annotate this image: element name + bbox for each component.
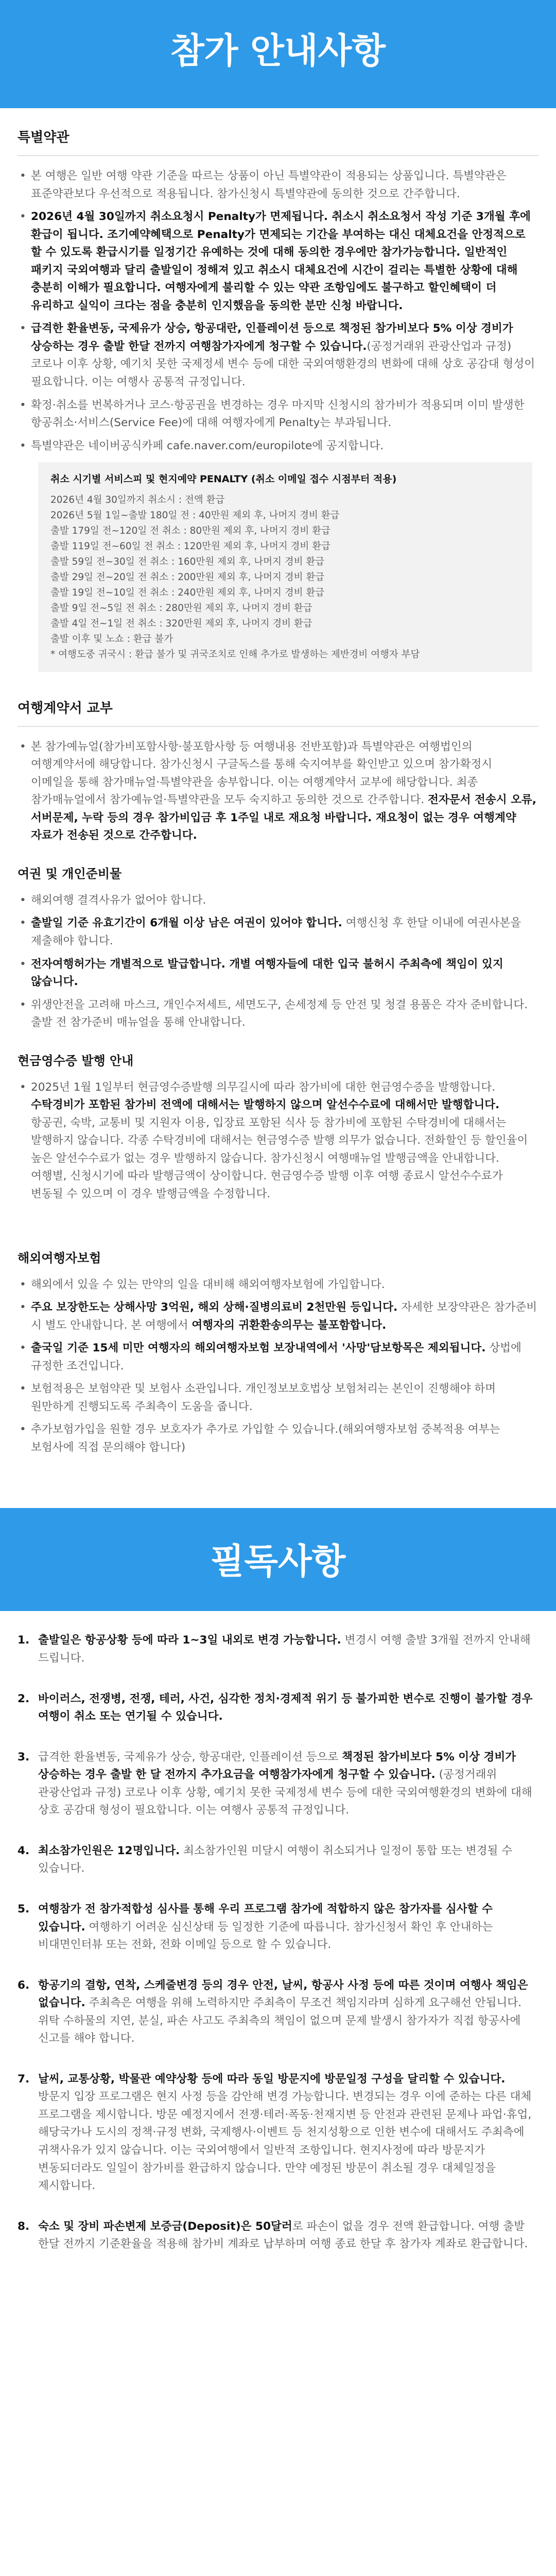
item-text: 급격한 환율변동, 국제유가 상승, 항공대란, 인플레이션 등으로 <box>38 1750 342 1764</box>
list-item <box>18 397 538 432</box>
item-text: 변경시 여행 출발 3개월 전까지 안내해 드립니다. <box>38 1634 531 1665</box>
item-number: 3. <box>18 1750 30 1764</box>
item-text-bold: 수탁경비가 포함된 참가비 전액에 대해서는 발행하지 않으며 알선수수료에 대해서만 발행합니다. <box>31 1098 500 1112</box>
item-text-bold: 전자문서 전송시 오류, 서버문제, 누락 등의 경우 참가비입금 후 1주일 내로 재요청 바랍니다. 재요청이 없는 경우 여행계약 자료가 전송된 것으로 간주합니다. <box>31 793 536 842</box>
item-number: 6. <box>18 1978 30 1992</box>
list-item <box>18 892 538 910</box>
item-text: 해외여행 결격사유가 없어야 합니다. <box>31 893 206 907</box>
list-item <box>18 914 538 950</box>
item-text-bold: 출국일 기준 15세 미만 여행자의 해외여행자보험 보장내역에서 '사망'담보항목은 제외됩니다. <box>31 1342 486 1355</box>
item-text-bold: 주요 보장한도는 상해사망 3억원, 해외 상해·질병의료비 2천만원 등입니다. <box>31 1301 398 1314</box>
list-item <box>18 1079 538 1204</box>
passport-list <box>18 892 538 1032</box>
item-text-bold: 급격한 환율변동, 국제유가 상승, 항공대란, 인플레이션 등으로 책정된 참가비보다 5% 이상 경비가 상승하는 경우 출발 한달 전까지 여행참가자에게 청구할 수 있습니다. <box>31 322 513 353</box>
item-text: (공정거래위 관광산업과 규정) 코로나 이후 상황, 예기치 못한 국제정세 변수 등에 대한 국외여행환경의 변화에 대해 상호 공감대 형성이 필요합니다. 이는 여행사 공통적 규정입니다. <box>38 1768 532 1817</box>
item-text: 특별약관은 네이버공식카페 cafe.naver.com/europilote에 공지합니다. <box>31 439 384 452</box>
list-item <box>18 2071 538 2195</box>
contract-list <box>18 738 538 845</box>
section-special-terms <box>0 108 556 1456</box>
item-text-bold: 여행자의 귀환환송의무는 불포함합니다. <box>192 1318 387 1332</box>
list-item <box>18 1901 538 1954</box>
must-read-title: 필독사항 <box>210 1541 346 1583</box>
insurance-list <box>18 1276 538 1457</box>
item-text: 상법에 규정한 조건입니다. <box>31 1342 522 1372</box>
penalty-line: 출발 59일 전~30일 전 취소 : 160만원 제외 후, 나머지 경비 환급 <box>50 556 325 567</box>
section-title: 여권 및 개인준비물 <box>18 866 122 881</box>
item-text-bold: 항공기의 결항, 연착, 스케줄변경 등의 경우 안전, 날씨, 항공사 사정 등에 따른 것이며 여행사 책임은 없습니다. <box>38 1978 528 2010</box>
list-item <box>18 437 538 455</box>
item-text: 여행신청 후 한달 이내에 여권사본을 제출해야 합니다. <box>31 917 522 947</box>
list-item <box>18 1632 538 1667</box>
item-text: 방문지 입장 프로그램은 현지 사정 등을 감안해 변경 가능합니다. 변경되는 경우 이에 준하는 다른 대체 프로그램을 제시합니다. 방문 예정지에서 전쟁·테러·폭동·천재지변 등 안전과 관련된 문제나 파업·휴업, 해당국가나 도시의 정책·규정 변화, 국제행사·이벤트 등 천지성황으로 인한 변수에 대해서도 주최측에 귀책사유가 있지 않습니다. 이는 국외여행에서 일반적 조항입니다. 현지사정에 따라 방문지가 변동되더라도 일일이 참가비를 환급하지 않습니다. 만약 예정된 방문이 취소될 경우 대체일정을 제시합니다. <box>38 2090 532 2193</box>
penalty-line: 2026년 4월 30일까지 취소시 : 전액 환급 <box>50 494 225 505</box>
must-read-banner <box>0 1508 556 1611</box>
item-text: 확정·취소를 번복하거나 코스·항공권을 변경하는 경우 마지막 신청시의 참가비가 적용되며 이미 발생한 항공취소·서비스(Service Fee)에 대해 여행자에게 Penalty는 부과됩니다. <box>31 398 525 430</box>
list-item <box>18 1380 538 1416</box>
list-item <box>18 1690 538 1726</box>
section-title: 현금영수증 발행 안내 <box>18 1053 134 1068</box>
item-number: 8. <box>18 2219 30 2233</box>
item-text-bold: 숙소 및 장비 파손변제 보증금(Deposit)은 50달러 <box>38 2219 292 2233</box>
item-text: 자세한 보장약관은 참가준비 시 별도 안내합니다. 본 여행에서 <box>31 1301 537 1332</box>
penalty-line: 출발 119일 전~60일 전 취소 : 120만원 제외 후, 나머지 경비 환급 <box>50 540 331 552</box>
section-title: 해외여행자보험 <box>18 1250 101 1265</box>
penalty-line: 출발 179일 전~120일 전 취소 : 80만원 제외 후, 나머지 경비 환급 <box>50 525 331 536</box>
item-text-bold: 출발일은 항공상황 등에 따라 1~3일 내외로 변경 가능합니다. <box>38 1634 341 1647</box>
item-text: 보험적용은 보험약관 및 보험사 소관입니다. 개인정보보호법상 보험처리는 본인이 진행해야 하며 원만하게 진행되도록 주최측이 도움을 줍니다. <box>31 1382 496 1413</box>
item-text-bold: 2026년 4월 30일까지 취소요청시 Penalty가 면제됩니다. 취소시 취소요청서 작성 기준 3개월 후에 환급이 됩니다. 조기예약혜택으로 Penalty가 면제되는 기간을 부여하는 대신 대체요건을 안정적으로 할 수 있도록 환급시기를 일정기간 유예하는 것에 대해 동의한 경우에만 참가가능합니다. 일반적인 패키지 국외여행과 달리 출발일이 정해져 있고 취소시 대체요건에 시간이 걸리는 특별한 상황에 대해 충분히 이해가 필요합니다. 여행자에게 불리할 수 있는 약관 조항임에도 불구하고 할인혜택이 더 유리하고 실익이 크다는 점을 충분히 인지했음을 동의한 분만 신청 바랍니다. <box>31 210 531 312</box>
item-text-bold: 전자여행허가는 개별적으로 발급합니다. 개별 여행자들에 대한 입국 불허시 주최측에 책임이 있지 않습니다. <box>31 957 503 989</box>
list-item <box>18 1276 538 1294</box>
item-text-bold: 날씨, 교통상황, 박물관 예약상황 등에 따라 동일 방문지에 방문일정 구성을 달리할 수 있습니다. <box>38 2072 506 2086</box>
penalty-box <box>38 462 532 671</box>
item-text-bold: 여행참가 전 참가적합성 심사를 통해 우리 프로그램 참가에 적합하지 않은 참가자를 심사할 수 있습니다. <box>38 1902 493 1934</box>
item-text: (공정거래위 관광산업과 규정) 코로나 이후 상황, 예기치 못한 국제정세 변수 등에 대한 국외여행환경의 변화에 대해 상호 공감대 형성이 필요합니다. 이는 여행사 공통적 규정입니다. <box>31 340 535 389</box>
item-number: 1. <box>18 1634 30 1647</box>
item-text: 주최측은 여행을 위해 노력하지만 주최측이 무조건 책임지라며 심하게 요구해선 안됩니다. 위탁 수하물의 지연, 분실, 파손 사고도 주최측의 책임이 없으며 문제 발생시 참가자가 직접 항공사에 신고를 해야 합니다. <box>38 1996 522 2045</box>
list-item <box>18 2218 538 2253</box>
list-item <box>18 1299 538 1334</box>
item-text-bold: 출발일 기준 유효기간이 6개월 이상 남은 여권이 있어야 합니다. <box>31 917 342 930</box>
list-item <box>18 1421 538 1456</box>
list-item <box>18 1842 538 1878</box>
list-item <box>18 956 538 991</box>
item-text: 2025년 1월 1일부터 현금영수증발행 의무길시에 따라 참가비에 대한 현금영수증을 발행합니다. <box>31 1080 496 1094</box>
receipt-list <box>18 1079 538 1204</box>
penalty-line: 2026년 5월 1일~출발 180일 전 : 40만원 제외 후, 나머지 경비 환급 <box>50 510 340 521</box>
list-item <box>18 1977 538 2048</box>
list-item <box>18 167 538 203</box>
item-number: 5. <box>18 1902 30 1916</box>
list-item <box>18 1749 538 1820</box>
list-item <box>18 738 538 845</box>
item-text: 여행하기 어려운 심신상태 등 일정한 기준에 따릅니다. 참가신청서 확인 후 안내하는 비대면인터뷰 또는 전화, 전화 이메일 등으로 할 수 있습니다. <box>38 1920 493 1952</box>
header-banner <box>0 0 556 108</box>
section-title: 특별약관 <box>18 108 538 156</box>
item-text-bold: 책정된 참가비보다 5% 이상 경비가 상승하는 경우 출발 한 달 전까지 추가요금을 여행참가자에게 청구할 수 있습니다. <box>38 1750 516 1782</box>
penalty-line: 출발 9일 전~5일 전 취소 : 280만원 제외 후, 나머지 경비 환급 <box>50 602 312 614</box>
penalty-line: 출발 이후 및 노쇼 : 환급 불가 <box>50 633 173 645</box>
list-item <box>18 996 538 1032</box>
penalty-line: 출발 19일 전~10일 전 취소 : 240만원 제외 후, 나머지 경비 환급 <box>50 587 325 598</box>
penalty-title: 취소 시기별 서비스피 및 현지예약 PENALTY (취소 이메일 접수 시점부터 적용) <box>50 473 397 485</box>
list-item <box>18 320 538 391</box>
item-text: 로 파손이 없을 경우 전액 환급합니다. 여행 출발 한달 전까지 기준환율을 적용해 참가비 계좌로 납부하며 여행 종료 한달 후 참가자 계좌로 환급합니다. <box>38 2219 528 2251</box>
item-text: 최소참가인원 미달시 여행이 취소되거나 일정이 통합 또는 변경될 수 있습니다. <box>38 1844 513 1875</box>
must-read-list <box>0 1611 556 2253</box>
penalty-line: * 여행도중 귀국시 : 환급 불가 및 귀국조치로 인해 추가로 발생하는 제반경비 여행자 부담 <box>50 649 420 660</box>
special-terms-list <box>18 167 538 455</box>
item-text: 해외에서 있을 수 있는 만약의 일을 대비해 해외여행자보험에 가입합니다. <box>31 1278 385 1291</box>
penalty-line: 출발 29일 전~20일 전 취소 : 200만원 제외 후, 나머지 경비 환급 <box>50 571 325 583</box>
item-text: 추가보험가입을 원할 경우 보호자가 추가로 가입할 수 있습니다.(해외여행자보험 중복적용 여부는 보험사에 직접 문의해야 합니다) <box>31 1423 500 1454</box>
list-item <box>18 1340 538 1375</box>
item-number: 4. <box>18 1844 30 1857</box>
list-item <box>18 208 538 315</box>
item-text: 본 참가예뉴얼(참가비포함사항·불포함사항 등 여행내용 전반포함)과 특별약관은 여행법인의 여행계약서에 해당합니다. 참가신청시 구글독스를 통해 숙지여부를 확인받고 있으며 참가확정시 이메일을 통해 참가매뉴얼·특별약관을 송부합니다. 이는 여행계약서 교부에 해당합니다. 최종 참가매뉴얼에서 참가예뉴얼·특별약관을 모두 숙지하고 동의한 것으로 간주합니다. <box>31 740 493 807</box>
item-text-bold: 바이러스, 전쟁병, 전쟁, 테러, 사건, 심각한 정치·경제적 위기 등 불가피한 변수로 진행이 불가할 경우 여행이 취소 또는 연기될 수 있습니다. <box>38 1692 533 1723</box>
item-text-bold: 최소참가인원은 12명입니다. <box>38 1844 180 1857</box>
section-title: 여행계약서 교부 <box>18 679 538 727</box>
item-text: 위생안전을 고려해 마스크, 개인수저세트, 세면도구, 손세정제 등 안전 및 청결 용품은 각자 준비합니다. 출발 전 참가준비 매뉴얼을 통해 안내합니다. <box>31 998 528 1029</box>
item-number: 7. <box>18 2072 30 2086</box>
item-text: 항공권, 숙박, 교통비 및 지원자 이용, 입장료 포함된 식사 등 참가비에 포함된 수탁경비에 대해서는 발행하지 않습니다. 각종 수탁경비에 대해서는 현금영수증 발행 의무가 없습니다. 전화할인 등 할인율이 높은 알선수수료가 없는 경우 발행하지 않습니다. 참가신청시 여행매뉴얼 발행금액을 안내합니다. 여행별, 신청시기에 따라 발행금액이 상이합니다. 현금영수증 발행 이후 여행 종료시 알선수수료가 변동될 수 있으며 이 경우 발행금액을 수정합니다. <box>31 1116 528 1201</box>
penalty-line: 출발 4일 전~1일 전 취소 : 320만원 제외 후, 나머지 경비 환급 <box>50 618 312 629</box>
item-number: 2. <box>18 1692 30 1705</box>
page-title: 참가 안내사항 <box>170 31 386 72</box>
item-text: 본 여행은 일반 여행 약관 기준을 따르는 상품이 아닌 특별약관이 적용되는 상품입니다. 특별약관은 표준약관보다 우선적으로 적용됩니다. 참가신청시 특별약관에 동의한 것으로 간주합니다. <box>31 170 507 200</box>
